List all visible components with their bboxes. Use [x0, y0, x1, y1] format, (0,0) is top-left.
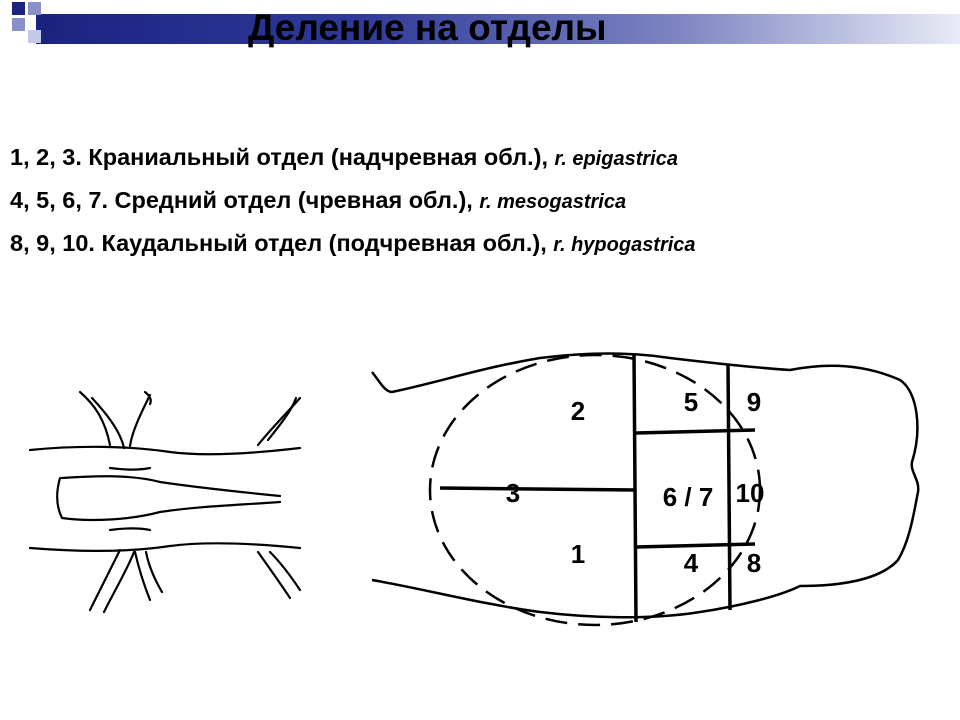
region-label-10: 10: [735, 478, 765, 508]
sketch-limb: [110, 529, 150, 531]
region-line-cranial: [10, 138, 696, 181]
region-line-text: 1, 2, 3. Краниальный отдел (надчревная обл.),: [10, 144, 555, 170]
sketch-spine-upper: [30, 447, 300, 455]
region-label-9: 9: [746, 387, 762, 417]
region-label-8: 8: [746, 548, 762, 578]
corner-square-decoration: [12, 2, 25, 15]
sketch-limb: [258, 552, 290, 598]
sketch-spine-lower: [30, 543, 300, 551]
division-line-cranial-horizontal: [440, 488, 636, 490]
sketch-limb: [104, 552, 134, 612]
region-label-4: 4: [683, 548, 699, 578]
slide-title: Деление на отделы: [248, 7, 607, 48]
region-label-2: 2: [570, 396, 586, 426]
corner-square-decoration: [28, 2, 41, 15]
region-label-5: 5: [683, 387, 699, 417]
division-line-middle-upper: [636, 430, 755, 433]
sketch-limb: [146, 552, 162, 592]
sketch-head-top: [62, 476, 280, 496]
region-line-middle: [10, 181, 696, 224]
corner-square-decoration: [44, 18, 57, 31]
corner-square-decoration: [12, 18, 25, 31]
division-line-second-vertical: [728, 364, 730, 610]
sketch-limb: [90, 550, 120, 610]
region-latin-name: r. epigastrica: [554, 148, 678, 170]
region-line-text: 4, 5, 6, 7. Средний отдел (чревная обл.),: [10, 187, 480, 213]
animal-sketch: [30, 392, 300, 612]
body-outline: [372, 354, 918, 618]
region-line-caudal: [10, 224, 696, 267]
region-label-6-7: 6 / 7: [662, 482, 714, 512]
sketch-limb: [110, 468, 150, 470]
region-list: [10, 138, 696, 267]
division-line-middle-lower: [636, 544, 755, 547]
region-label-3: 3: [505, 478, 521, 508]
corner-square-decoration: [28, 30, 41, 43]
division-line-first-vertical: [634, 354, 636, 622]
region-label-1: 1: [570, 539, 586, 569]
sketch-limb: [270, 552, 300, 590]
abdomen-diagram: [0, 340, 960, 640]
region-latin-name: r. mesogastrica: [479, 191, 627, 213]
sketch-limb: [130, 395, 150, 446]
region-latin-name: r. hypogastrica: [553, 234, 696, 256]
region-line-text: 8, 9, 10. Каудальный отдел (подчревная обл.),: [10, 230, 554, 256]
